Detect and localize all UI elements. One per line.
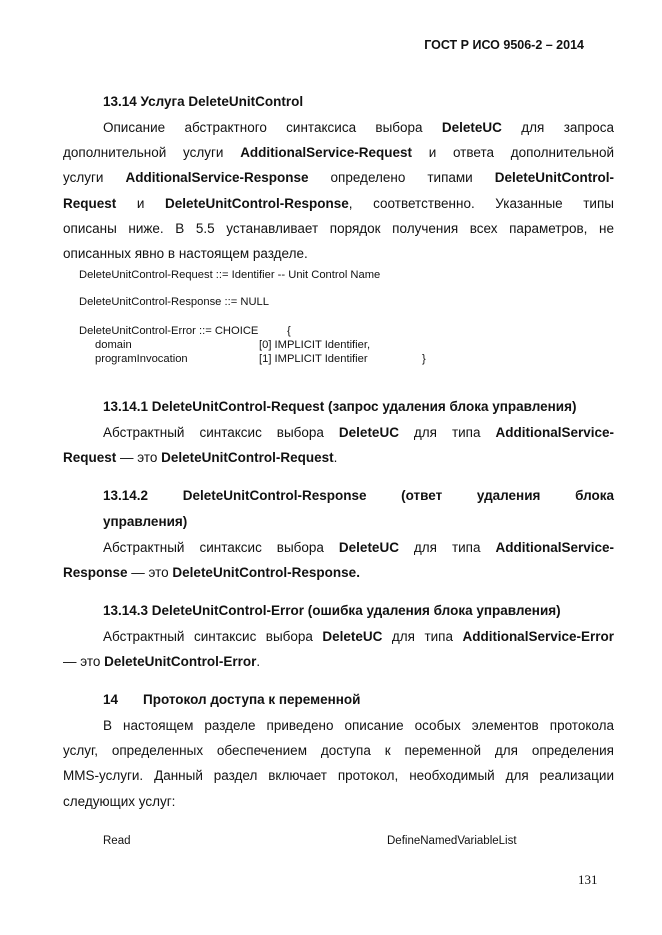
paragraph-13-14 xyxy=(63,115,614,266)
para-line: — это DeleteUnitControl-Error. xyxy=(63,654,261,670)
section-heading-13-14-2: 13.14.2 DeleteUnitControl-Response (ответ удаления блока xyxy=(103,488,614,503)
asn-request-def: DeleteUnitControl-Request ::= Identifier -- Unit Control Name xyxy=(79,269,381,281)
paragraph-13-14-2 xyxy=(63,535,614,585)
para-line: Абстрактный синтаксис выбора DeleteUC для типа AdditionalService-Error xyxy=(103,629,614,644)
para-line: Описание абстрактного синтаксиса выбора DeleteUC для запроса xyxy=(103,120,614,135)
para-line: услуги AdditionalService-Response определено типами DeleteUnitControl- xyxy=(63,170,614,186)
asn-response-def: DeleteUnitControl-Response ::= NULL xyxy=(79,296,269,308)
service-define-named-variable-list: DefineNamedVariableList xyxy=(387,835,517,847)
running-header: ГОСТ Р ИСО 9506-2 – 2014 xyxy=(424,38,584,52)
para-line: следующих услуг: xyxy=(63,793,176,809)
paragraph-14 xyxy=(63,713,614,814)
para-line: В настоящем разделе приведено описание особых элементов протокола xyxy=(103,718,614,733)
asn-field-program-invocation-type: [1] IMPLICIT Identifier xyxy=(259,353,368,365)
para-line: Request — это DeleteUnitControl-Request. xyxy=(63,450,338,466)
para-line: Response — это DeleteUnitControl-Response. xyxy=(63,565,360,581)
asn-field-domain: domain xyxy=(95,339,132,351)
para-line: Абстрактный синтаксис выбора DeleteUC для типа AdditionalService- xyxy=(103,540,615,555)
section-heading-13-14-1: 13.14.1 DeleteUnitControl-Request (запрос удаления блока управления) xyxy=(103,399,577,414)
section-title-14: Протокол доступа к переменной xyxy=(143,692,361,707)
asn-close-brace: } xyxy=(422,353,426,365)
para-line: MMS-услуги. Данный раздел включает протокол, необходимый для реализации xyxy=(63,768,614,784)
service-read: Read xyxy=(103,835,131,847)
asn-field-domain-type: [0] IMPLICIT Identifier, xyxy=(259,339,371,351)
para-line: дополнительной услуги AdditionalService-Request и ответа дополнительной xyxy=(63,145,614,161)
asn-open-brace: { xyxy=(287,325,291,337)
section-heading-13-14-2-cont: управления) xyxy=(103,514,188,529)
section-heading-13-14-3: 13.14.3 DeleteUnitControl-Error (ошибка удаления блока управления) xyxy=(103,603,561,618)
page-number: 131 xyxy=(578,872,598,887)
asn-error-def: DeleteUnitControl-Error ::= CHOICE xyxy=(79,325,259,337)
para-line: услуг, определенных обеспечением доступа к переменной для определения xyxy=(63,743,614,759)
paragraph-13-14-1 xyxy=(63,420,614,470)
para-line: описанных явно в настоящем разделе. xyxy=(63,246,308,262)
para-line: Request и DeleteUnitControl-Response, соответственно. Указанные типы xyxy=(63,195,614,211)
asn-field-program-invocation: programInvocation xyxy=(95,353,188,365)
section-heading-13-14: 13.14 Услуга DeleteUnitControl xyxy=(103,94,304,109)
section-number-14: 14 xyxy=(103,692,119,707)
para-line: Абстрактный синтаксис выбора DeleteUC для типа AdditionalService- xyxy=(103,425,615,440)
paragraph-13-14-3 xyxy=(63,624,614,674)
para-line: описаны ниже. В 5.5 устанавливает порядок получения всех параметров, не xyxy=(63,220,614,236)
